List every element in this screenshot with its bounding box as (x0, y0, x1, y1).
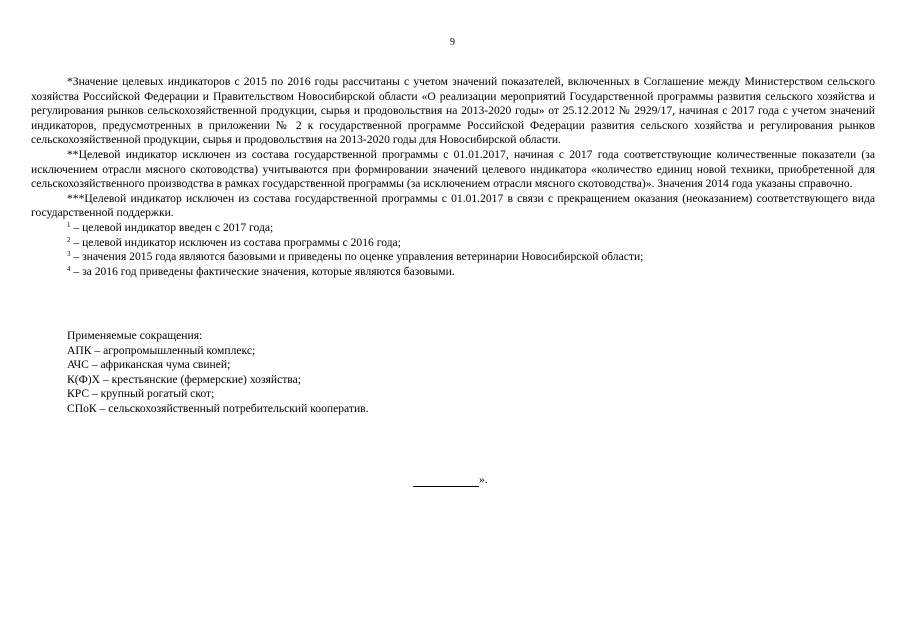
footnote-item (31, 250, 875, 265)
document-body (31, 75, 875, 279)
footnote-marker: 2 (67, 235, 71, 244)
closing-quote-mark: ». (479, 473, 488, 486)
footnote-item (31, 265, 875, 280)
abbreviation-item: СПоК – сельскохозяйственный потребительский кооператив. (67, 401, 369, 415)
abbreviations-heading: Применяемые сокращения: (67, 329, 203, 342)
footnote-item (31, 236, 875, 251)
page-number: 9 (450, 37, 455, 48)
footnote-marker: 1 (67, 220, 71, 229)
abbreviation-item: К(Ф)Х – крестьянские (фермерские) хозяйства; (67, 372, 301, 386)
footnote-text: – целевой индикатор исключен из состава программы с 2016 года; (70, 235, 401, 249)
note-paragraph-single-asterisk: *Значение целевых индикаторов с 2015 по 2016 годы рассчитаны с учетом значений показателей, включенных в Соглашение между Министерством сельского хозяйства Российской Федерации и Правительством Новосибирской области «О реализации мероприятий Государственной программы развития сельского хозяйства и регулирования рынков сельскохозяйственной продукции, сырья и продовольствия на 2013-2020 годы» от 25.12.2012 № 2929/17, начиная с 2017 года с учетом значений индикаторов, предусмотренных в приложении № 2 к государственной программе Российской Федерации развития сельского хозяйства и регулирования рынков сельскохозяйственной продукции, сырья и продовольствия на 2013-2020 годы для Новосибирской области. (31, 75, 875, 147)
blank-underline (413, 474, 479, 487)
closing-line (413, 473, 488, 487)
note-paragraph-triple-asterisk: ***Целевой индикатор исключен из состава государственной программы с 01.01.2017 в связи с прекращением оказания (неоказанием) соответствующего вида государственной поддержки. (31, 191, 875, 220)
footnote-item (31, 221, 875, 236)
footnote-text: – за 2016 год приведены фактические значения, которые являются базовыми. (70, 264, 455, 278)
abbreviation-item: АПК – агропромышленный комплекс; (67, 343, 256, 357)
abbreviation-item: АЧС – африканская чума свиней; (67, 358, 231, 372)
footnote-text: – значения 2015 года являются базовыми и приведены по оценке управления ветеринарии Новосибирской области; (70, 250, 644, 264)
footnote-marker: 4 (67, 264, 71, 273)
footnote-marker: 3 (67, 250, 71, 259)
note-paragraph-double-asterisk: **Целевой индикатор исключен из состава государственной программы с 01.01.2017, начиная с 2017 года соответствующие количественные показатели (за исключением отрасли мясного скотоводства) учитываются при формировании значений целевого индикатора «количество единиц новой техники, приобретенной для сельскохозяйственного производства в рамках государственной программы (за исключением отрасли мясного скотоводства)». Значения 2014 года указаны справочно. (31, 147, 875, 191)
abbreviations-list (67, 329, 369, 417)
abbreviation-item: КРС – крупный рогатый скот; (67, 387, 215, 401)
footnote-text: – целевой индикатор введен с 2017 года; (70, 220, 274, 234)
